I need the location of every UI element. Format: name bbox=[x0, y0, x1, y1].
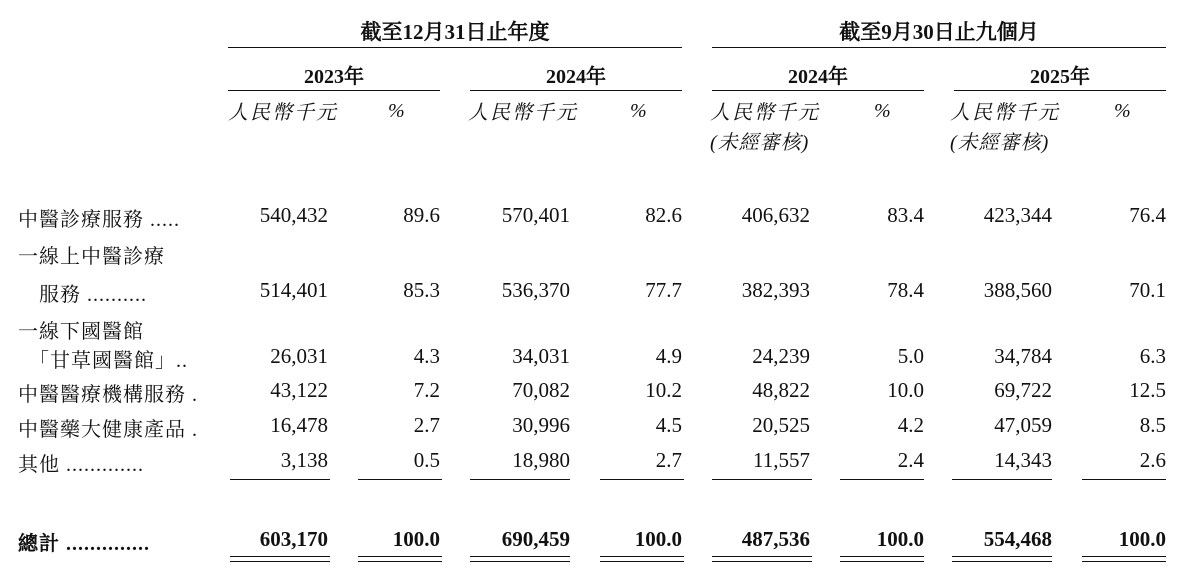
subtotal-rule bbox=[470, 479, 570, 480]
amount-cell: 540,432 bbox=[259, 203, 328, 227]
header-year-ended: 截至12月31日止年度 bbox=[360, 20, 550, 44]
percent-cell: 8.5 bbox=[1139, 413, 1166, 437]
amount-cell: 20,525 bbox=[752, 413, 810, 437]
row-label: 服務 .......... bbox=[18, 284, 147, 306]
subtotal-rule bbox=[840, 479, 924, 480]
percent-cell: 77.7 bbox=[645, 278, 682, 302]
total-double-rule bbox=[600, 556, 684, 557]
total-amount-cell: 554,468 bbox=[983, 527, 1052, 551]
total-double-rule bbox=[470, 556, 570, 557]
amount-cell: 26,031 bbox=[270, 344, 328, 368]
amount-cell: 30,996 bbox=[512, 413, 570, 437]
percent-cell: 12.5 bbox=[1129, 378, 1166, 402]
percent-cell: 6.3 bbox=[1139, 344, 1166, 368]
row-label: 其他 ............. bbox=[18, 454, 144, 476]
percent-cell: 4.5 bbox=[655, 413, 682, 437]
year-rule bbox=[954, 90, 1166, 91]
amount-cell: 24,239 bbox=[752, 344, 810, 368]
amount-cell: 536,370 bbox=[501, 278, 570, 302]
percent-header: % bbox=[1114, 100, 1131, 122]
percent-cell: 83.4 bbox=[887, 203, 924, 227]
percent-header: % bbox=[874, 100, 891, 122]
unit-header: 人民幣千元 bbox=[228, 102, 338, 124]
year-rule bbox=[228, 90, 440, 91]
amount-cell: 406,632 bbox=[741, 203, 810, 227]
row-label: 中醫診療服務 ..... bbox=[18, 209, 180, 231]
amount-cell: 16,478 bbox=[270, 413, 328, 437]
amount-cell: 70,082 bbox=[512, 378, 570, 402]
percent-cell: 2.6 bbox=[1139, 448, 1166, 472]
amount-cell: 18,980 bbox=[512, 448, 570, 472]
total-double-rule bbox=[840, 561, 924, 562]
total-amount-cell: 603,170 bbox=[259, 527, 328, 551]
percent-cell: 78.4 bbox=[887, 278, 924, 302]
total-amount-cell: 487,536 bbox=[741, 527, 810, 551]
total-percent-cell: 100.0 bbox=[392, 527, 440, 551]
row-label: 一線上中醫診療 bbox=[18, 246, 165, 268]
amount-cell: 423,344 bbox=[983, 203, 1052, 227]
percent-cell: 85.3 bbox=[403, 278, 440, 302]
row-label: 「甘草國醫館」.. bbox=[18, 350, 188, 372]
header-rule bbox=[228, 47, 682, 48]
subtotal-rule bbox=[358, 479, 442, 480]
total-double-rule bbox=[1082, 556, 1166, 557]
unit-header: 人民幣千元 bbox=[710, 102, 820, 124]
amount-cell: 43,122 bbox=[270, 378, 328, 402]
header-rule bbox=[712, 47, 1166, 48]
percent-cell: 0.5 bbox=[413, 448, 440, 472]
percent-cell: 89.6 bbox=[403, 203, 440, 227]
percent-cell: 4.3 bbox=[413, 344, 440, 368]
amount-cell: 14,343 bbox=[994, 448, 1052, 472]
subtotal-rule bbox=[600, 479, 684, 480]
header-nine-months: 截至9月30日止九個月 bbox=[839, 20, 1039, 44]
total-double-rule bbox=[358, 561, 442, 562]
total-double-rule bbox=[952, 561, 1052, 562]
percent-cell: 2.4 bbox=[897, 448, 924, 472]
row-label: 中醫醫療機構服務 . bbox=[18, 384, 198, 406]
row-label: 一線下國醫館 bbox=[18, 321, 144, 343]
amount-cell: 69,722 bbox=[994, 378, 1052, 402]
amount-cell: 47,059 bbox=[994, 413, 1052, 437]
subtotal-rule bbox=[230, 479, 330, 480]
amount-cell: 514,401 bbox=[259, 278, 328, 302]
total-double-rule bbox=[470, 561, 570, 562]
total-amount-cell: 690,459 bbox=[501, 527, 570, 551]
year-rule bbox=[470, 90, 682, 91]
total-percent-cell: 100.0 bbox=[876, 527, 924, 551]
total-double-rule bbox=[840, 556, 924, 557]
year-header: 2024年 bbox=[788, 66, 848, 88]
percent-cell: 76.4 bbox=[1129, 203, 1166, 227]
year-header: 2025年 bbox=[1030, 66, 1090, 88]
percent-header: % bbox=[388, 100, 405, 122]
amount-cell: 34,784 bbox=[994, 344, 1052, 368]
percent-cell: 4.2 bbox=[897, 413, 924, 437]
unit-header: 人民幣千元 bbox=[468, 102, 578, 124]
unaudited-note: (未經審核) bbox=[950, 132, 1050, 154]
amount-cell: 388,560 bbox=[983, 278, 1052, 302]
amount-cell: 3,138 bbox=[280, 448, 328, 472]
total-percent-cell: 100.0 bbox=[1118, 527, 1166, 551]
amount-cell: 382,393 bbox=[741, 278, 810, 302]
total-double-rule bbox=[952, 556, 1052, 557]
percent-cell: 5.0 bbox=[897, 344, 924, 368]
year-header: 2024年 bbox=[546, 66, 606, 88]
percent-cell: 7.2 bbox=[413, 378, 440, 402]
total-double-rule bbox=[230, 556, 330, 557]
unit-header: 人民幣千元 bbox=[950, 102, 1060, 124]
percent-cell: 10.2 bbox=[645, 378, 682, 402]
total-double-rule bbox=[712, 561, 812, 562]
percent-cell: 10.0 bbox=[887, 378, 924, 402]
percent-cell: 2.7 bbox=[413, 413, 440, 437]
row-label: 中醫藥大健康產品 . bbox=[18, 419, 198, 441]
subtotal-rule bbox=[952, 479, 1052, 480]
total-double-rule bbox=[600, 561, 684, 562]
subtotal-rule bbox=[712, 479, 812, 480]
total-double-rule bbox=[712, 556, 812, 557]
percent-header: % bbox=[630, 100, 647, 122]
percent-cell: 70.1 bbox=[1129, 278, 1166, 302]
total-double-rule bbox=[1082, 561, 1166, 562]
amount-cell: 570,401 bbox=[501, 203, 570, 227]
total-double-rule bbox=[230, 561, 330, 562]
percent-cell: 4.9 bbox=[655, 344, 682, 368]
year-rule bbox=[712, 90, 924, 91]
amount-cell: 48,822 bbox=[752, 378, 810, 402]
subtotal-rule bbox=[1082, 479, 1166, 480]
total-label: 總計 .............. bbox=[18, 533, 150, 555]
total-percent-cell: 100.0 bbox=[634, 527, 682, 551]
year-header: 2023年 bbox=[304, 66, 364, 88]
total-double-rule bbox=[358, 556, 442, 557]
amount-cell: 11,557 bbox=[753, 448, 810, 472]
unaudited-note: (未經審核) bbox=[710, 132, 810, 154]
amount-cell: 34,031 bbox=[512, 344, 570, 368]
percent-cell: 82.6 bbox=[645, 203, 682, 227]
percent-cell: 2.7 bbox=[655, 448, 682, 472]
